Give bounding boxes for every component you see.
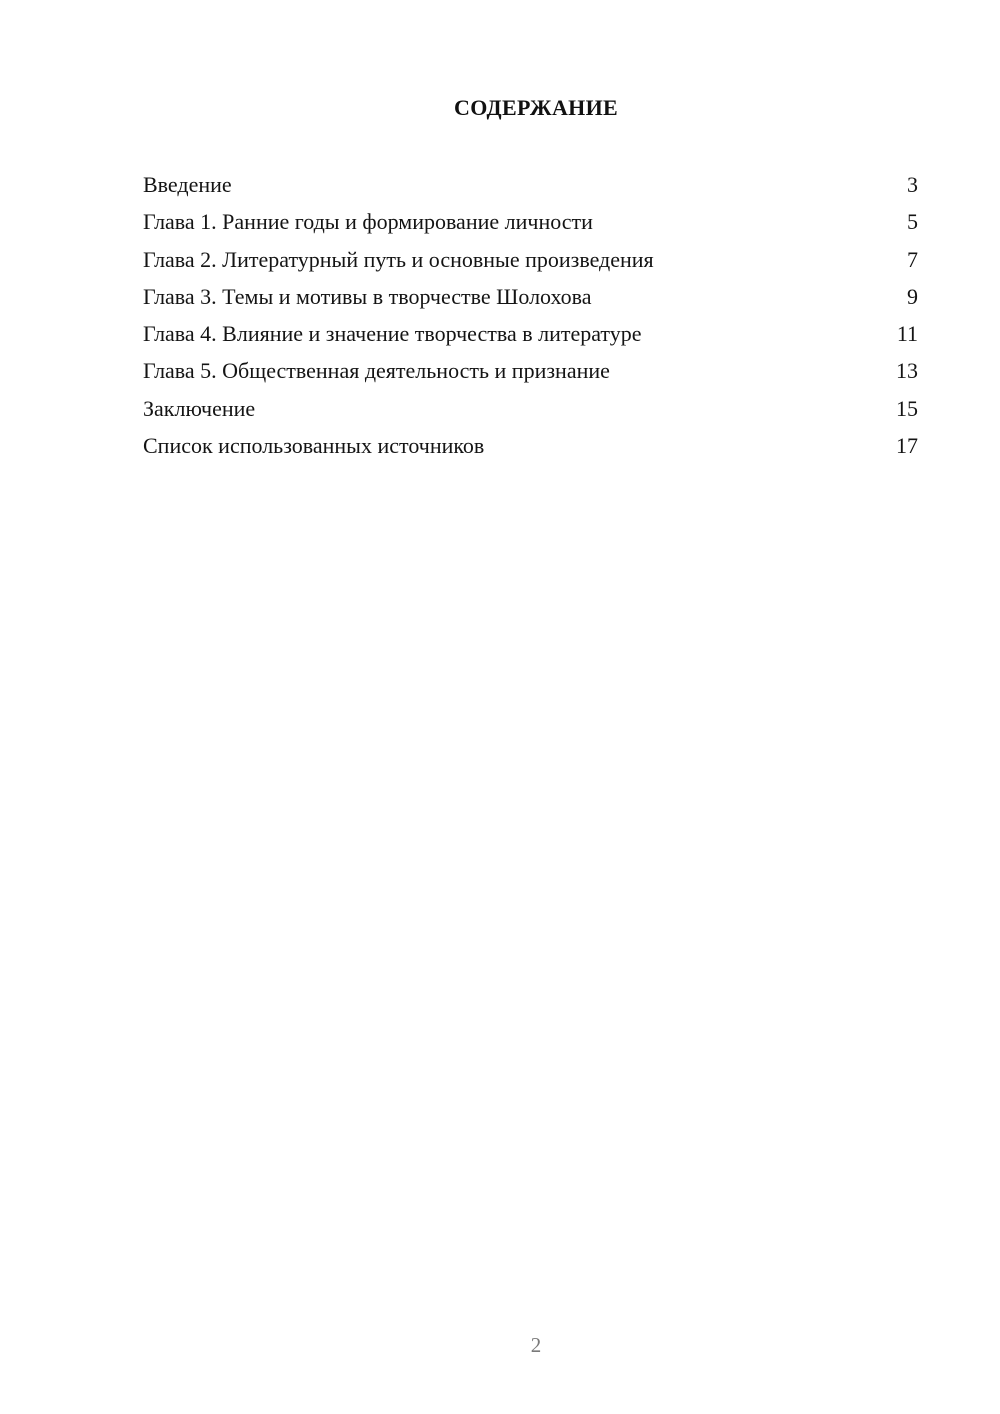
toc-item-conclusion [143,392,918,429]
toc-item-chapter-2 [143,243,918,280]
toc-item-page: 3 [907,172,918,197]
toc-item-label: Глава 4. Влияние и значение творчества в литературе [143,321,642,347]
toc-item-chapter-3 [143,280,918,317]
page-title: СОДЕРЖАНИЕ [454,95,618,120]
table-of-contents [143,168,918,466]
toc-item-page: 7 [907,246,918,272]
toc-item-page: 11 [896,321,918,347]
toc-item-page: 5 [907,209,918,235]
toc-item-page: 17 [896,433,918,459]
toc-item-introduction [143,168,918,205]
toc-item-chapter-5 [143,354,918,391]
toc-item-label: Заключение [143,395,256,421]
toc-item-references [143,429,918,466]
toc-item-label: Глава 5. Общественная деятельность и признание [143,358,610,384]
toc-item-label: Список использованных источников [143,433,485,459]
toc-item-page: 13 [896,358,918,384]
toc-item-label: Глава 3. Темы и мотивы в творчестве Шолохова [143,283,592,309]
toc-item-page: 9 [907,283,918,309]
toc-item-label: Введение [143,172,232,197]
toc-item-label: Глава 1. Ранние годы и формирование личности [143,209,593,235]
toc-item-chapter-4 [143,317,918,354]
toc-item-label: Глава 2. Литературный путь и основные произведения [143,246,654,272]
page-number: 2 [530,1333,542,1357]
toc-item-page: 15 [896,395,918,421]
toc-item-chapter-1 [143,205,918,242]
